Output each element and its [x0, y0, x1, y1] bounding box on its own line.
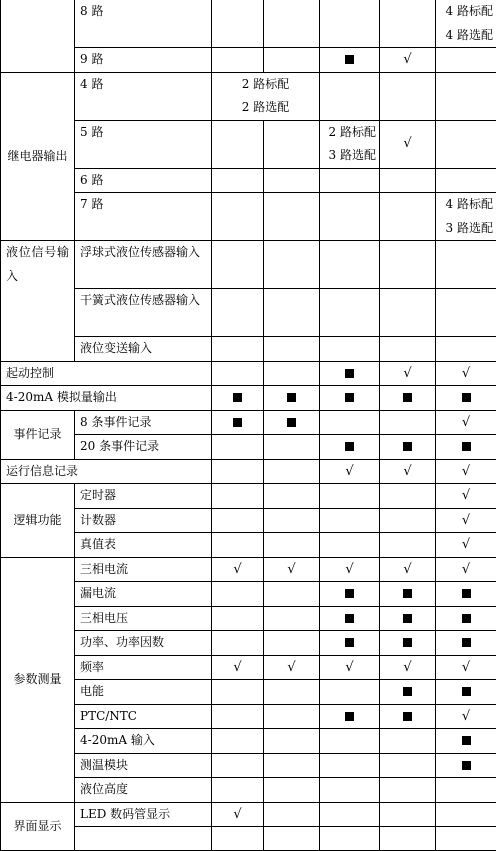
value-cell	[436, 72, 496, 120]
supported-mark-cell	[436, 631, 496, 656]
table-row	[1, 386, 496, 411]
value-cell	[264, 435, 320, 460]
value-cell	[380, 533, 436, 558]
supported-mark-cell	[436, 729, 496, 754]
table-row	[1, 778, 496, 803]
value-cell	[436, 337, 496, 362]
value-line: 2 路标配	[320, 121, 376, 145]
filled-square-icon	[462, 736, 471, 745]
supported-mark-cell	[212, 410, 264, 435]
check-mark-icon: √	[403, 366, 411, 381]
supported-check-cell	[380, 459, 436, 484]
item-cell: PTC/NTC	[75, 704, 212, 729]
table-row	[1, 729, 496, 754]
value-cell	[320, 802, 380, 827]
check-mark-icon: √	[233, 562, 241, 577]
supported-mark-cell	[380, 435, 436, 460]
value-cell	[212, 729, 264, 754]
value-cell	[264, 582, 320, 607]
supported-check-cell	[212, 802, 264, 827]
supported-mark-cell	[436, 753, 496, 778]
item-cell: LED 数码管显示	[75, 802, 212, 827]
check-mark-icon: √	[403, 660, 411, 675]
value-cell	[264, 289, 320, 337]
check-mark-icon: √	[403, 464, 411, 479]
value-cell	[264, 680, 320, 705]
table-row	[1, 508, 496, 533]
value-cell	[380, 802, 436, 827]
item-cell: 三相电流	[75, 557, 212, 582]
category-cell: 液位信号输入	[1, 241, 75, 362]
item-cell: 6 路	[75, 168, 212, 193]
table-row	[1, 753, 496, 778]
item-cell: 浮球式液位传感器输入	[75, 241, 212, 289]
value-cell	[320, 0, 380, 48]
value-cell	[320, 289, 380, 337]
value-cell	[264, 361, 320, 386]
value-cell	[212, 435, 264, 460]
supported-mark-cell	[436, 582, 496, 607]
value-cell	[380, 508, 436, 533]
table-row	[1, 533, 496, 558]
value-line: 2 路选配	[212, 96, 319, 120]
item-cell: 4-20mA 输入	[75, 729, 212, 754]
value-cell	[320, 241, 380, 289]
table-row	[1, 680, 496, 705]
supported-check-cell	[436, 508, 496, 533]
value-cell	[320, 533, 380, 558]
filled-square-icon	[233, 393, 242, 402]
value-cell	[320, 729, 380, 754]
table-row	[1, 48, 496, 73]
value-cell	[320, 410, 380, 435]
supported-check-cell	[436, 533, 496, 558]
value-cell	[320, 193, 380, 241]
filled-square-icon	[345, 55, 354, 64]
value-cell	[436, 289, 496, 337]
item-cell: 9 路	[75, 48, 212, 73]
value-cell	[264, 778, 320, 803]
check-mark-icon: √	[462, 537, 470, 552]
check-mark-icon: √	[403, 562, 411, 577]
item-cell: 20 条事件记录	[75, 435, 212, 460]
value-cell	[264, 120, 320, 168]
value-cell	[436, 802, 496, 827]
supported-mark-cell	[320, 704, 380, 729]
value-cell	[212, 827, 264, 851]
value-cell	[436, 48, 496, 73]
value-cell	[320, 484, 380, 509]
supported-mark-cell	[320, 582, 380, 607]
check-mark-icon: √	[403, 136, 411, 151]
check-mark-icon: √	[233, 660, 241, 675]
table-row	[1, 120, 496, 168]
value-cell	[436, 241, 496, 289]
table-row	[1, 337, 496, 362]
filled-square-icon	[403, 589, 412, 598]
value-cell	[320, 168, 380, 193]
item-cell: 定时器	[75, 484, 212, 509]
value-cell	[212, 241, 264, 289]
supported-mark-cell	[380, 680, 436, 705]
value-cell	[380, 72, 436, 120]
supported-mark-cell	[436, 680, 496, 705]
category-cell: 参数测量	[1, 557, 75, 802]
value-line: 4 路标配	[436, 193, 493, 217]
supported-check-cell	[212, 655, 264, 680]
supported-check-cell	[320, 459, 380, 484]
supported-mark-cell	[380, 704, 436, 729]
supported-mark-cell	[436, 386, 496, 411]
check-mark-icon: √	[462, 415, 470, 430]
filled-square-icon	[403, 614, 412, 623]
supported-mark-cell	[380, 631, 436, 656]
check-mark-icon: √	[345, 660, 353, 675]
value-cell	[212, 533, 264, 558]
value-cell	[380, 168, 436, 193]
filled-square-icon	[462, 393, 471, 402]
filled-square-icon	[403, 712, 412, 721]
value-cell	[320, 72, 380, 120]
item-cell: 真值表	[75, 533, 212, 558]
value-cell	[212, 48, 264, 73]
table-row	[1, 435, 496, 460]
item-cell: 频率	[75, 655, 212, 680]
item-cell: 5 路	[75, 120, 212, 168]
table-row	[1, 704, 496, 729]
check-mark-icon: √	[462, 562, 470, 577]
supported-mark-cell	[320, 386, 380, 411]
supported-check-cell	[380, 120, 436, 168]
supported-mark-cell	[212, 386, 264, 411]
supported-check-cell	[320, 655, 380, 680]
value-line: 4 路标配	[436, 0, 493, 24]
filled-square-icon	[403, 442, 412, 451]
value-cell	[320, 778, 380, 803]
function-label: 4-20mA 模拟量输出	[1, 386, 212, 411]
filled-square-icon	[233, 418, 242, 427]
value-cell	[436, 120, 496, 168]
value-cell	[380, 729, 436, 754]
value-cell	[264, 484, 320, 509]
value-cell	[264, 241, 320, 289]
supported-mark-cell	[380, 386, 436, 411]
value-cell	[436, 168, 496, 193]
supported-mark-cell	[320, 631, 380, 656]
value-cell	[264, 753, 320, 778]
value-cell	[320, 120, 380, 168]
filled-square-icon	[287, 393, 296, 402]
value-cell	[380, 778, 436, 803]
value-cell	[264, 631, 320, 656]
filled-square-icon	[403, 687, 412, 696]
value-cell	[212, 72, 320, 120]
value-cell	[264, 193, 320, 241]
filled-square-icon	[345, 369, 354, 378]
filled-square-icon	[462, 442, 471, 451]
supported-check-cell	[436, 361, 496, 386]
supported-mark-cell	[320, 361, 380, 386]
table-row	[1, 289, 496, 337]
item-cell: 7 路	[75, 193, 212, 241]
value-cell	[264, 606, 320, 631]
value-cell	[320, 337, 380, 362]
value-cell	[212, 0, 264, 48]
supported-check-cell	[380, 655, 436, 680]
value-cell	[212, 484, 264, 509]
check-mark-icon: √	[462, 464, 470, 479]
value-cell	[436, 193, 496, 241]
table-row	[1, 241, 496, 289]
supported-mark-cell	[436, 606, 496, 631]
supported-check-cell	[436, 484, 496, 509]
value-cell	[212, 778, 264, 803]
filled-square-icon	[462, 589, 471, 598]
value-cell	[212, 753, 264, 778]
value-cell	[264, 704, 320, 729]
check-mark-icon: √	[462, 366, 470, 381]
check-mark-icon: √	[345, 562, 353, 577]
value-cell	[212, 582, 264, 607]
item-cell: 液位变送输入	[75, 337, 212, 362]
value-cell	[212, 120, 264, 168]
category-cell: 界面显示	[1, 802, 75, 851]
category-cell: 事件记录	[1, 410, 75, 459]
value-cell	[264, 508, 320, 533]
item-cell: 电能	[75, 680, 212, 705]
value-line: 4 路选配	[436, 24, 493, 48]
value-cell	[264, 827, 320, 851]
check-mark-icon: √	[462, 513, 470, 528]
item-cell: 8 路	[75, 0, 212, 48]
supported-mark-cell	[436, 435, 496, 460]
supported-mark-cell	[320, 48, 380, 73]
supported-check-cell	[380, 48, 436, 73]
value-cell	[380, 753, 436, 778]
supported-check-cell	[264, 557, 320, 582]
item-cell: 功率、功率因数	[75, 631, 212, 656]
table-row	[1, 606, 496, 631]
table-row	[1, 582, 496, 607]
value-cell	[380, 193, 436, 241]
value-cell	[380, 827, 436, 851]
supported-check-cell	[436, 459, 496, 484]
value-cell	[436, 0, 496, 48]
value-cell	[264, 802, 320, 827]
value-cell	[212, 168, 264, 193]
value-cell	[380, 241, 436, 289]
table-row	[1, 361, 496, 386]
value-cell	[320, 680, 380, 705]
supported-check-cell	[380, 361, 436, 386]
value-cell	[212, 631, 264, 656]
check-mark-icon: √	[287, 660, 295, 675]
item-cell: 液位高度	[75, 778, 212, 803]
value-line: 3 路选配	[436, 217, 493, 241]
value-cell	[212, 459, 264, 484]
value-cell	[212, 337, 264, 362]
filled-square-icon	[403, 638, 412, 647]
value-cell	[212, 606, 264, 631]
check-mark-icon: √	[462, 488, 470, 503]
filled-square-icon	[345, 442, 354, 451]
value-cell	[212, 508, 264, 533]
table-row	[1, 484, 496, 509]
table-row	[1, 0, 496, 48]
supported-mark-cell	[380, 582, 436, 607]
table-row	[1, 410, 496, 435]
value-cell	[264, 0, 320, 48]
supported-mark-cell	[264, 386, 320, 411]
table-row	[1, 631, 496, 656]
filled-square-icon	[287, 418, 296, 427]
function-label: 运行信息记录	[1, 459, 212, 484]
table-row	[1, 168, 496, 193]
value-cell	[264, 533, 320, 558]
value-cell	[380, 0, 436, 48]
table-row	[1, 193, 496, 241]
table-row	[1, 827, 496, 851]
item-cell: 干簧式液位传感器输入	[75, 289, 212, 337]
filled-square-icon	[345, 638, 354, 647]
check-mark-icon: √	[233, 807, 241, 822]
value-cell	[380, 289, 436, 337]
filled-square-icon	[345, 614, 354, 623]
supported-check-cell	[436, 655, 496, 680]
value-cell	[380, 410, 436, 435]
value-cell	[320, 508, 380, 533]
value-cell	[264, 459, 320, 484]
check-mark-icon: √	[287, 562, 295, 577]
filled-square-icon	[345, 712, 354, 721]
value-cell	[436, 778, 496, 803]
category-cell: 继电器输出	[1, 72, 75, 241]
value-cell	[264, 48, 320, 73]
supported-check-cell	[264, 655, 320, 680]
value-cell	[212, 680, 264, 705]
item-cell: 测温模块	[75, 753, 212, 778]
filled-square-icon	[462, 638, 471, 647]
item-cell: 8 条事件记录	[75, 410, 212, 435]
filled-square-icon	[403, 393, 412, 402]
item-cell: 三相电压	[75, 606, 212, 631]
filled-square-icon	[345, 589, 354, 598]
value-cell	[264, 337, 320, 362]
check-mark-icon: √	[462, 709, 470, 724]
table-row	[1, 655, 496, 680]
category-cell: 逻辑功能	[1, 484, 75, 558]
supported-check-cell	[436, 704, 496, 729]
function-label: 起动控制	[1, 361, 212, 386]
supported-mark-cell	[320, 435, 380, 460]
item-cell: 漏电流	[75, 582, 212, 607]
value-cell	[380, 484, 436, 509]
item-cell: 计数器	[75, 508, 212, 533]
value-line: 3 路选配	[320, 144, 376, 168]
check-mark-icon: √	[403, 52, 411, 67]
supported-check-cell	[380, 557, 436, 582]
item-cell	[75, 827, 212, 851]
value-cell	[436, 827, 496, 851]
item-cell: 4 路	[75, 72, 212, 120]
supported-check-cell	[212, 557, 264, 582]
filled-square-icon	[462, 687, 471, 696]
value-cell	[264, 729, 320, 754]
table-row	[1, 557, 496, 582]
filled-square-icon	[462, 761, 471, 770]
table-row	[1, 459, 496, 484]
check-mark-icon: √	[462, 660, 470, 675]
category-cell	[1, 0, 75, 72]
supported-mark-cell	[380, 606, 436, 631]
supported-mark-cell	[320, 606, 380, 631]
supported-mark-cell	[264, 410, 320, 435]
supported-check-cell	[436, 410, 496, 435]
value-cell	[320, 827, 380, 851]
value-cell	[264, 168, 320, 193]
value-cell	[212, 704, 264, 729]
value-line: 2 路标配	[212, 73, 319, 97]
value-cell	[212, 361, 264, 386]
table-row	[1, 72, 496, 120]
table-row	[1, 802, 496, 827]
filled-square-icon	[345, 393, 354, 402]
filled-square-icon	[462, 614, 471, 623]
supported-check-cell	[320, 557, 380, 582]
value-cell	[320, 753, 380, 778]
table-body	[1, 0, 496, 851]
value-cell	[212, 193, 264, 241]
supported-check-cell	[436, 557, 496, 582]
value-cell	[380, 337, 436, 362]
value-cell	[212, 289, 264, 337]
check-mark-icon: √	[345, 464, 353, 479]
